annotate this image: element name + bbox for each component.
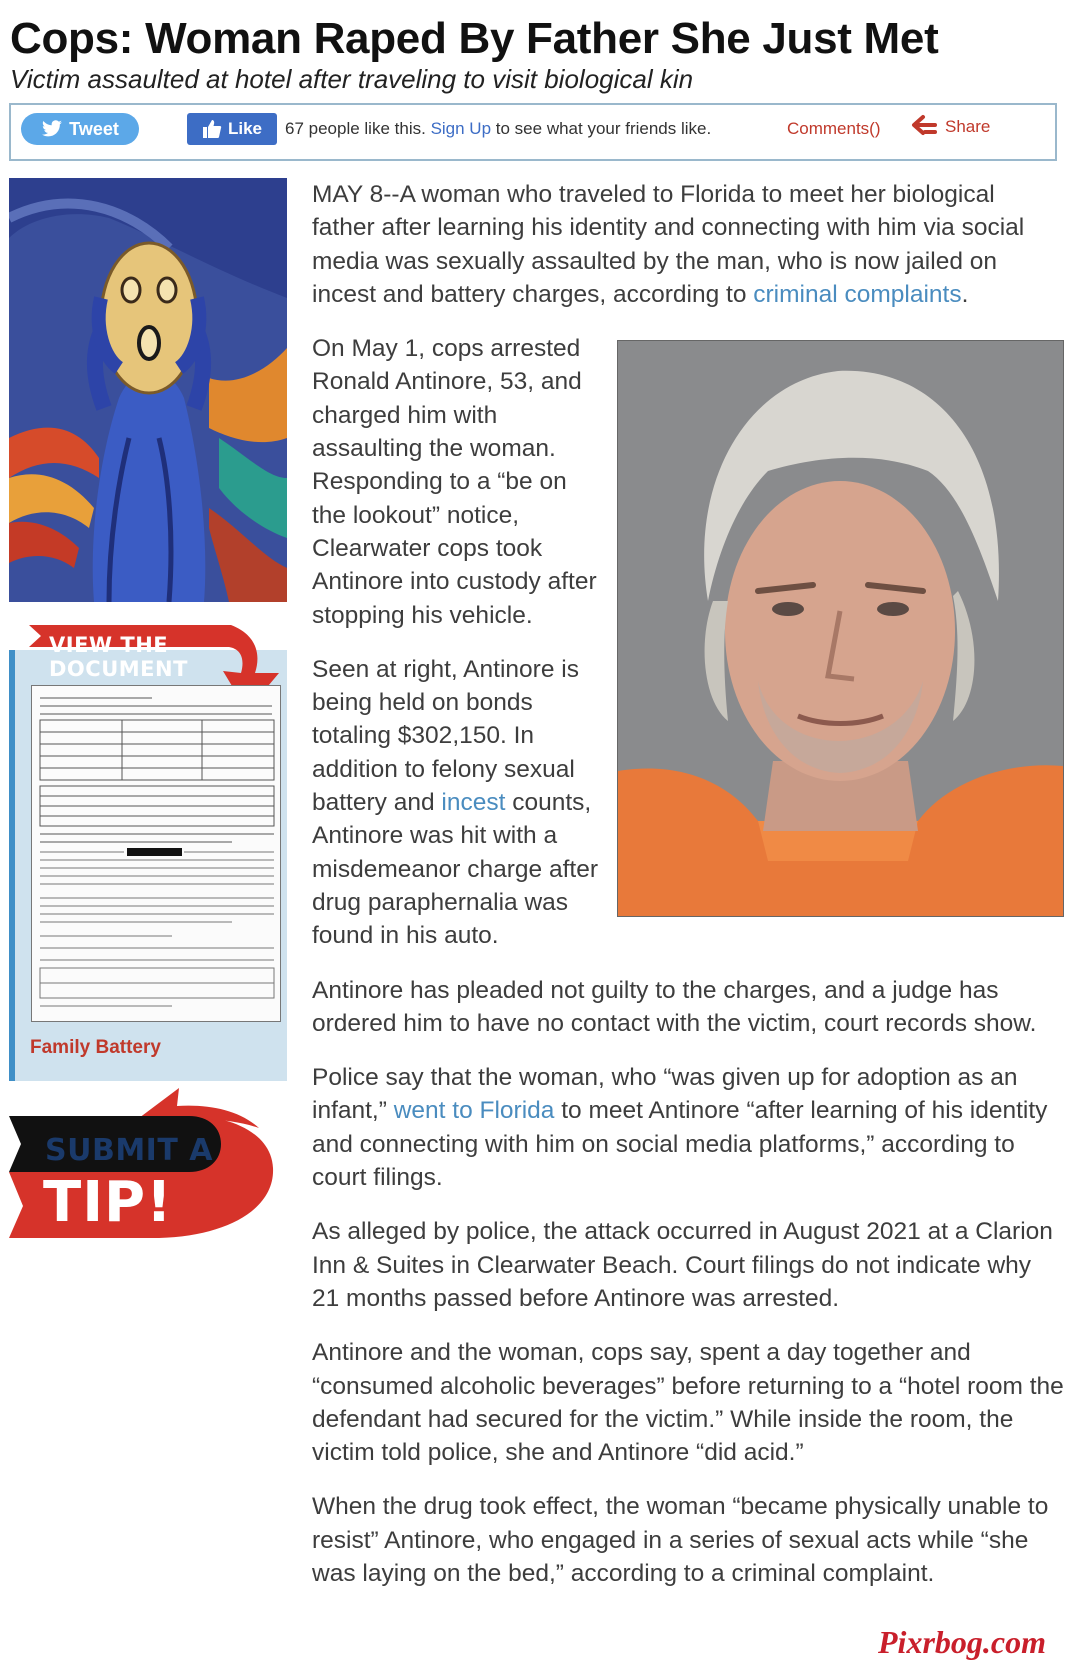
went-to-florida-link[interactable]: went to Florida <box>393 1097 555 1125</box>
like-count-text <box>285 119 711 139</box>
twitter-bird-icon <box>41 120 63 138</box>
comments-link[interactable]: Comments() <box>787 119 881 138</box>
paragraph-2 <box>312 332 1064 632</box>
paragraph-5-end: to meet Antinore “after learning of his identity and connecting with him on social media platforms,” according to court filings. <box>312 1097 1048 1192</box>
scream-artwork-image <box>9 178 287 602</box>
view-document-promo[interactable] <box>9 625 287 1081</box>
share-bar <box>9 103 1057 161</box>
article-body <box>312 178 1064 1611</box>
share-link[interactable] <box>911 114 990 140</box>
paragraph-2-text: On May 1, cops arrested Ronald Antinore, 53, and charged him with assaulting the woman. Responding to a “be on the lookout” notice, Clearwater cops took Antinore into custody after stopping his vehicle. <box>312 335 597 629</box>
like-count: 67 people like this. <box>285 119 426 138</box>
signup-link[interactable]: Sign Up <box>430 119 492 138</box>
paragraph-3-text: Seen at right, Antinore is being held on bonds totaling $302,150. In addition to felony sexual battery and <box>312 655 579 817</box>
paragraph-1 <box>312 178 1064 311</box>
submit-a-label: SUBMIT A <box>45 1133 213 1168</box>
headline: Cops: Woman Raped By Father She Just Met <box>10 14 939 63</box>
paragraph-7: Antinore and the woman, cops say, spent a day together and “consumed alcoholic beverages” before returning to a “hotel room the defendant had secured for the victim.” While inside the room, the victim told police, she and Antinore “did acid.” <box>312 1339 1064 1467</box>
paragraph-4: Antinore has pleaded not guilty to the charges, and a judge has ordered him to have no contact with the victim, court records show. <box>312 976 1037 1037</box>
view-document-label: VIEW THE DOCUMENT <box>49 633 188 681</box>
like-button[interactable] <box>187 113 277 145</box>
tip-label: TIP! <box>43 1170 173 1235</box>
paragraph-5-text: Police say that the woman, who “was given up for adoption as an infant,” <box>312 1064 1018 1125</box>
watermark: Pixrbog.com <box>878 1624 1046 1660</box>
criminal-complaints-link[interactable]: criminal complaints <box>753 280 962 308</box>
paragraph-1-text: MAY 8--A woman who traveled to Florida to meet her biological father after learning his identity and connecting with him via social media was sexually assaulted by the man, who is now jailed on incest and battery charges, according to <box>312 181 1025 308</box>
share-label: Share <box>945 117 991 136</box>
document-thumbnail[interactable] <box>31 685 281 1022</box>
paragraph-6: As alleged by police, the attack occurred in August 2021 at a Clarion Inn & Suites in Clearwater Beach. Court filings do not indicate why 21 months passed before Antinore was arrested. <box>312 1218 1053 1312</box>
paragraph-3-end: counts, Antinore was hit with a misdemeanor charge after drug paraphernalia was found in his auto. <box>312 789 598 950</box>
thumbs-up-icon <box>202 119 222 139</box>
paragraph-5 <box>312 1061 1064 1194</box>
deck: Victim assaulted at hotel after traveling to visit biological kin <box>10 64 694 94</box>
document-caption[interactable]: Family Battery <box>30 1037 161 1058</box>
paragraph-8: When the drug took effect, the woman “became physically unable to resist” Antinore, who engaged in a series of sexual acts while “she was laying on the bed,” according to a criminal complaint. <box>312 1493 1049 1587</box>
mugshot-image <box>617 340 1064 917</box>
signup-suffix: to see what your friends like. <box>495 119 712 138</box>
incest-link[interactable]: incest <box>441 789 506 817</box>
paragraph-1-end: . <box>961 280 969 308</box>
like-label: Like <box>227 119 263 138</box>
tweet-button[interactable] <box>21 113 139 145</box>
share-arrow-icon <box>911 114 939 140</box>
tweet-label: Tweet <box>69 118 119 139</box>
submit-tip-promo[interactable] <box>9 1088 279 1238</box>
